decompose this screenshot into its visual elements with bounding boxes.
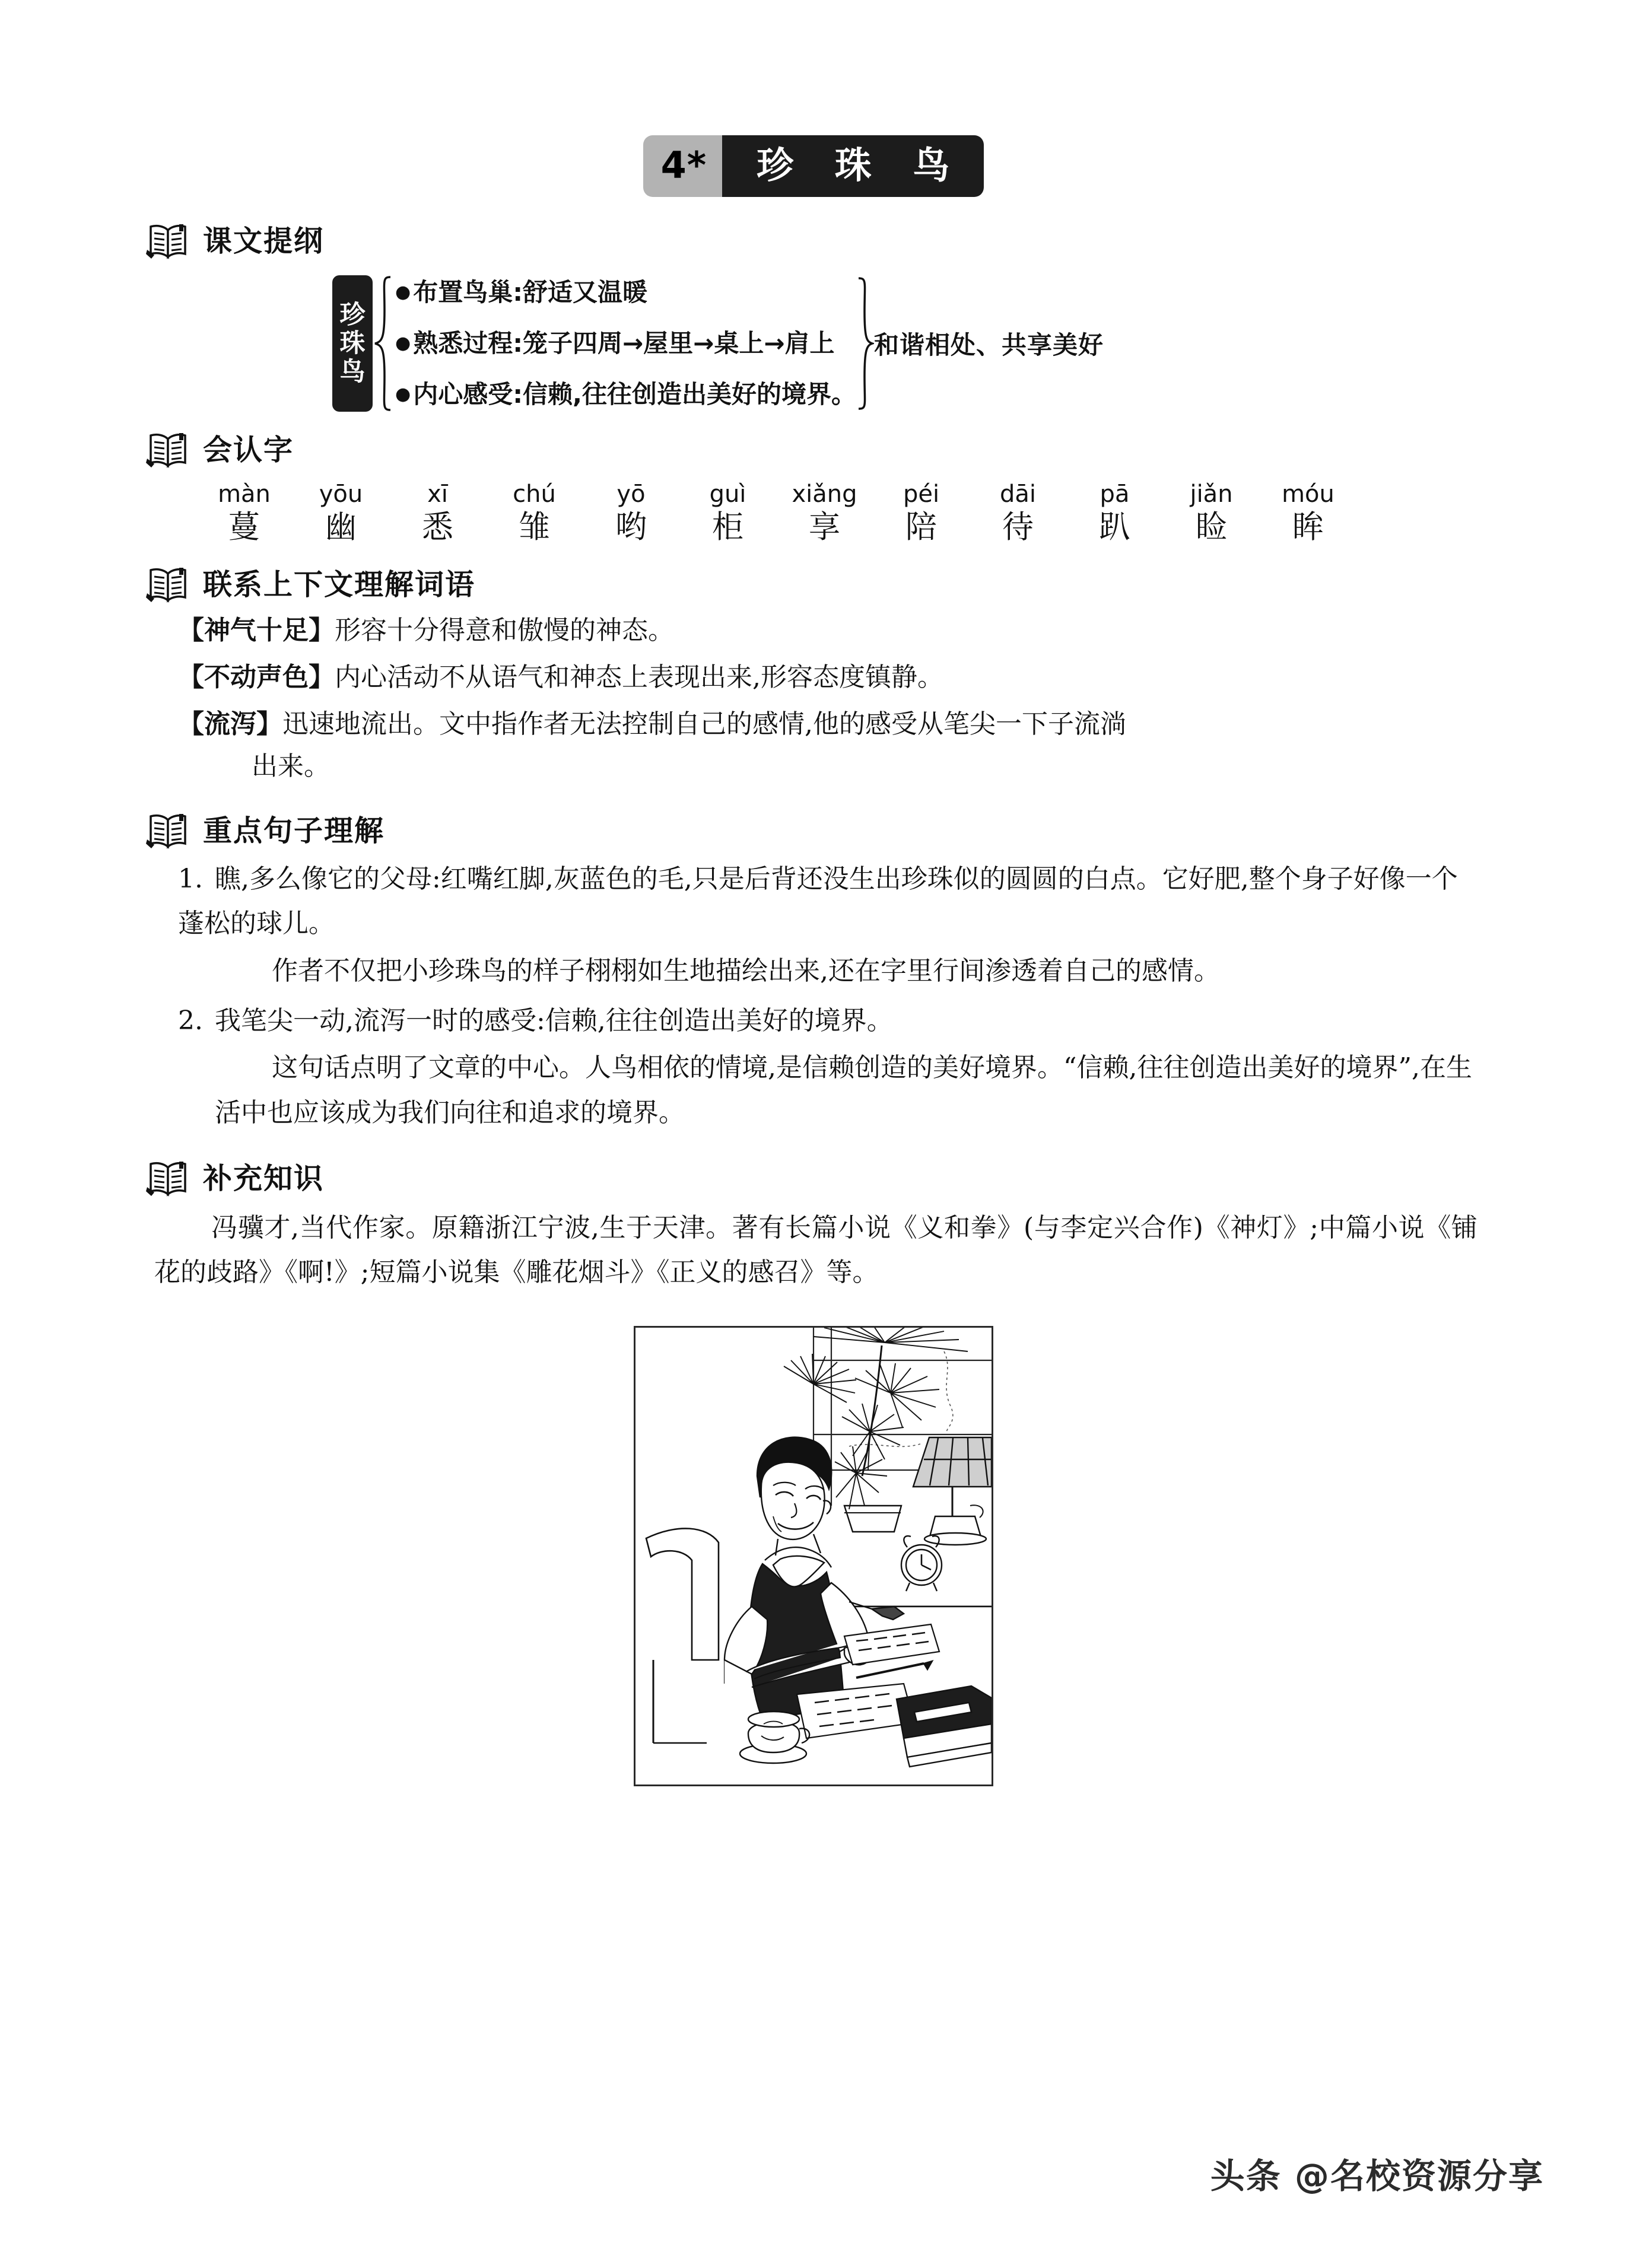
sentence-number: 2. [178, 1005, 203, 1036]
bullet-dot: ● [395, 332, 411, 354]
hanzi-label: 悉 [422, 509, 453, 545]
sentence-number: 1. [178, 863, 203, 894]
lesson-number-badge: 4* [643, 135, 723, 197]
vocabulary-term: 【流泻】 [178, 709, 282, 740]
outline-root-char-2: 珠 [339, 328, 366, 358]
outline-root-char-1: 珍 [339, 300, 366, 330]
pinyin-label: jiǎn [1190, 481, 1233, 508]
outline-root-label [332, 275, 373, 412]
section-title-outline: 课文提纲 [203, 224, 325, 259]
section-title-extra: 补充知识 [203, 1161, 325, 1195]
sentence-explanation: 这句话点明了文章的中心。人鸟相依的情境,是信赖创造的美好境界。“信赖,往往创造出美好的境界”,在生活中也应该成为我们向往和追求的境界。 [215, 1052, 1472, 1128]
vocabulary-entry [178, 656, 1472, 698]
open-book-icon [146, 223, 190, 260]
vocabulary-term: 【不动声色】 [178, 661, 335, 692]
character-cell [389, 479, 486, 546]
character-cell [679, 479, 776, 546]
hanzi-label: 眸 [1292, 509, 1324, 545]
section-header-extra [146, 1160, 1627, 1197]
sentence-explanation: 作者不仅把小珍珠鸟的样子栩栩如生地描绘出来,还在字里行间渗透着自己的感情。 [272, 955, 1220, 986]
character-cell [1163, 479, 1260, 546]
vocabulary-definition: 迅速地流出。文中指作者无法控制自己的感情,他的感受从笔尖一下子流淌 [282, 709, 1126, 740]
vocabulary-entry [178, 609, 1472, 651]
pinyin-label: móu [1282, 481, 1334, 508]
outline-conclusion: 和谐相处、共享美好 [873, 330, 1104, 360]
character-cell [970, 479, 1066, 546]
vocabulary-definition-continued: 出来。 [252, 751, 330, 782]
hanzi-label: 柜 [712, 509, 743, 545]
hanzi-label: 幽 [325, 509, 357, 545]
character-cell [873, 479, 970, 546]
vocabulary-term: 【神气十足】 [178, 615, 335, 645]
outline-row-text: 熟悉过程:笼子四周→屋里→桌上→肩上 [413, 328, 835, 358]
pinyin-label: pā [1100, 481, 1130, 508]
sentence-quote: 我笔尖一动,流泻一时的感受:信赖,往往创造出美好的境界。 [215, 1005, 893, 1036]
key-sentence-list [178, 857, 1483, 1135]
section-title-vocabulary: 联系上下文理解词语 [203, 567, 476, 602]
vocabulary-definition: 内心活动不从语气和神态上表现出来,形容态度镇静。 [335, 661, 943, 692]
hanzi-label: 陪 [905, 509, 937, 545]
pinyin-label: péi [903, 481, 940, 508]
character-cell [776, 479, 873, 546]
vocabulary-list [178, 609, 1472, 788]
left-brace [373, 275, 393, 412]
open-book-icon [146, 1160, 190, 1197]
pinyin-label: yōu [319, 481, 363, 508]
section-header-vocabulary [146, 567, 1627, 603]
pinyin-label: yō [617, 481, 646, 508]
hanzi-label: 蔓 [228, 509, 260, 545]
open-book-icon [146, 813, 190, 850]
writer-illustration [634, 1326, 993, 1786]
bullet-dot: ● [395, 383, 411, 405]
right-brace [856, 275, 874, 412]
outline-row-text: 布置鸟巢:舒适又温暖 [413, 278, 647, 307]
watermark-text: 头条 @名校资源分享 [1210, 2156, 1544, 2196]
vocabulary-definition: 形容十分得意和傲慢的神态。 [335, 615, 674, 645]
outline-row-list [393, 275, 856, 412]
hanzi-label: 睑 [1196, 509, 1227, 545]
pinyin-label: màn [218, 481, 271, 508]
pinyin-label: guì [709, 481, 746, 508]
section-title-characters: 会认字 [203, 433, 294, 467]
outline-row [395, 329, 856, 358]
hanzi-label: 哟 [615, 509, 647, 545]
key-sentence-entry [178, 857, 1483, 946]
vocabulary-entry [178, 703, 1472, 788]
section-title-sentences: 重点句子理解 [203, 813, 385, 848]
lesson-title-text: 珍 珠 鸟 [722, 135, 984, 197]
outline-diagram [332, 275, 1627, 412]
outline-row-text: 内心感受:信赖,往往创造出美好的境界。 [413, 379, 856, 409]
hanzi-label: 待 [1002, 509, 1034, 545]
hanzi-label: 享 [809, 509, 840, 545]
character-cell [293, 479, 389, 546]
illustration-container [0, 1326, 1627, 1786]
hanzi-label: 趴 [1099, 509, 1130, 545]
title-banner [643, 135, 984, 197]
outline-root-char-3: 鸟 [339, 357, 366, 387]
section-header-characters [146, 432, 1627, 469]
extra-knowledge-text: 冯骥才,当代作家。原籍浙江宁波,生于天津。著有长篇小说《义和拳》(与李定兴合作)《神灯》;中篇小说《铺花的歧路》《啊!》;短篇小说集《雕花烟斗》《正义的感召》等。 [154, 1212, 1477, 1288]
pinyin-label: xiǎng [792, 481, 857, 508]
key-sentence-entry [178, 998, 1483, 1044]
bullet-dot: ● [395, 282, 411, 303]
pinyin-label: dāi [999, 481, 1036, 508]
character-cell [486, 479, 583, 546]
open-book-icon [146, 567, 190, 603]
open-book-icon [146, 432, 190, 469]
section-header-sentences [146, 813, 1627, 850]
pinyin-label: chú [513, 481, 556, 508]
outline-row [395, 380, 856, 409]
character-cell [583, 479, 679, 546]
page-title [0, 0, 1627, 197]
hanzi-label: 雏 [519, 509, 550, 545]
outline-row [395, 278, 856, 307]
character-cell [196, 479, 293, 546]
character-cell [1260, 479, 1356, 546]
section-header-outline [146, 223, 1627, 260]
pinyin-label: xī [427, 481, 448, 508]
sentence-quote: 瞧,多么像它的父母:红嘴红脚,灰蓝色的毛,只是后背还没生出珍珠似的圆圆的白点。它好肥,整个身子好像一个蓬松的球儿。 [178, 863, 1458, 939]
character-cell [1066, 479, 1163, 546]
character-grid [196, 479, 1627, 546]
